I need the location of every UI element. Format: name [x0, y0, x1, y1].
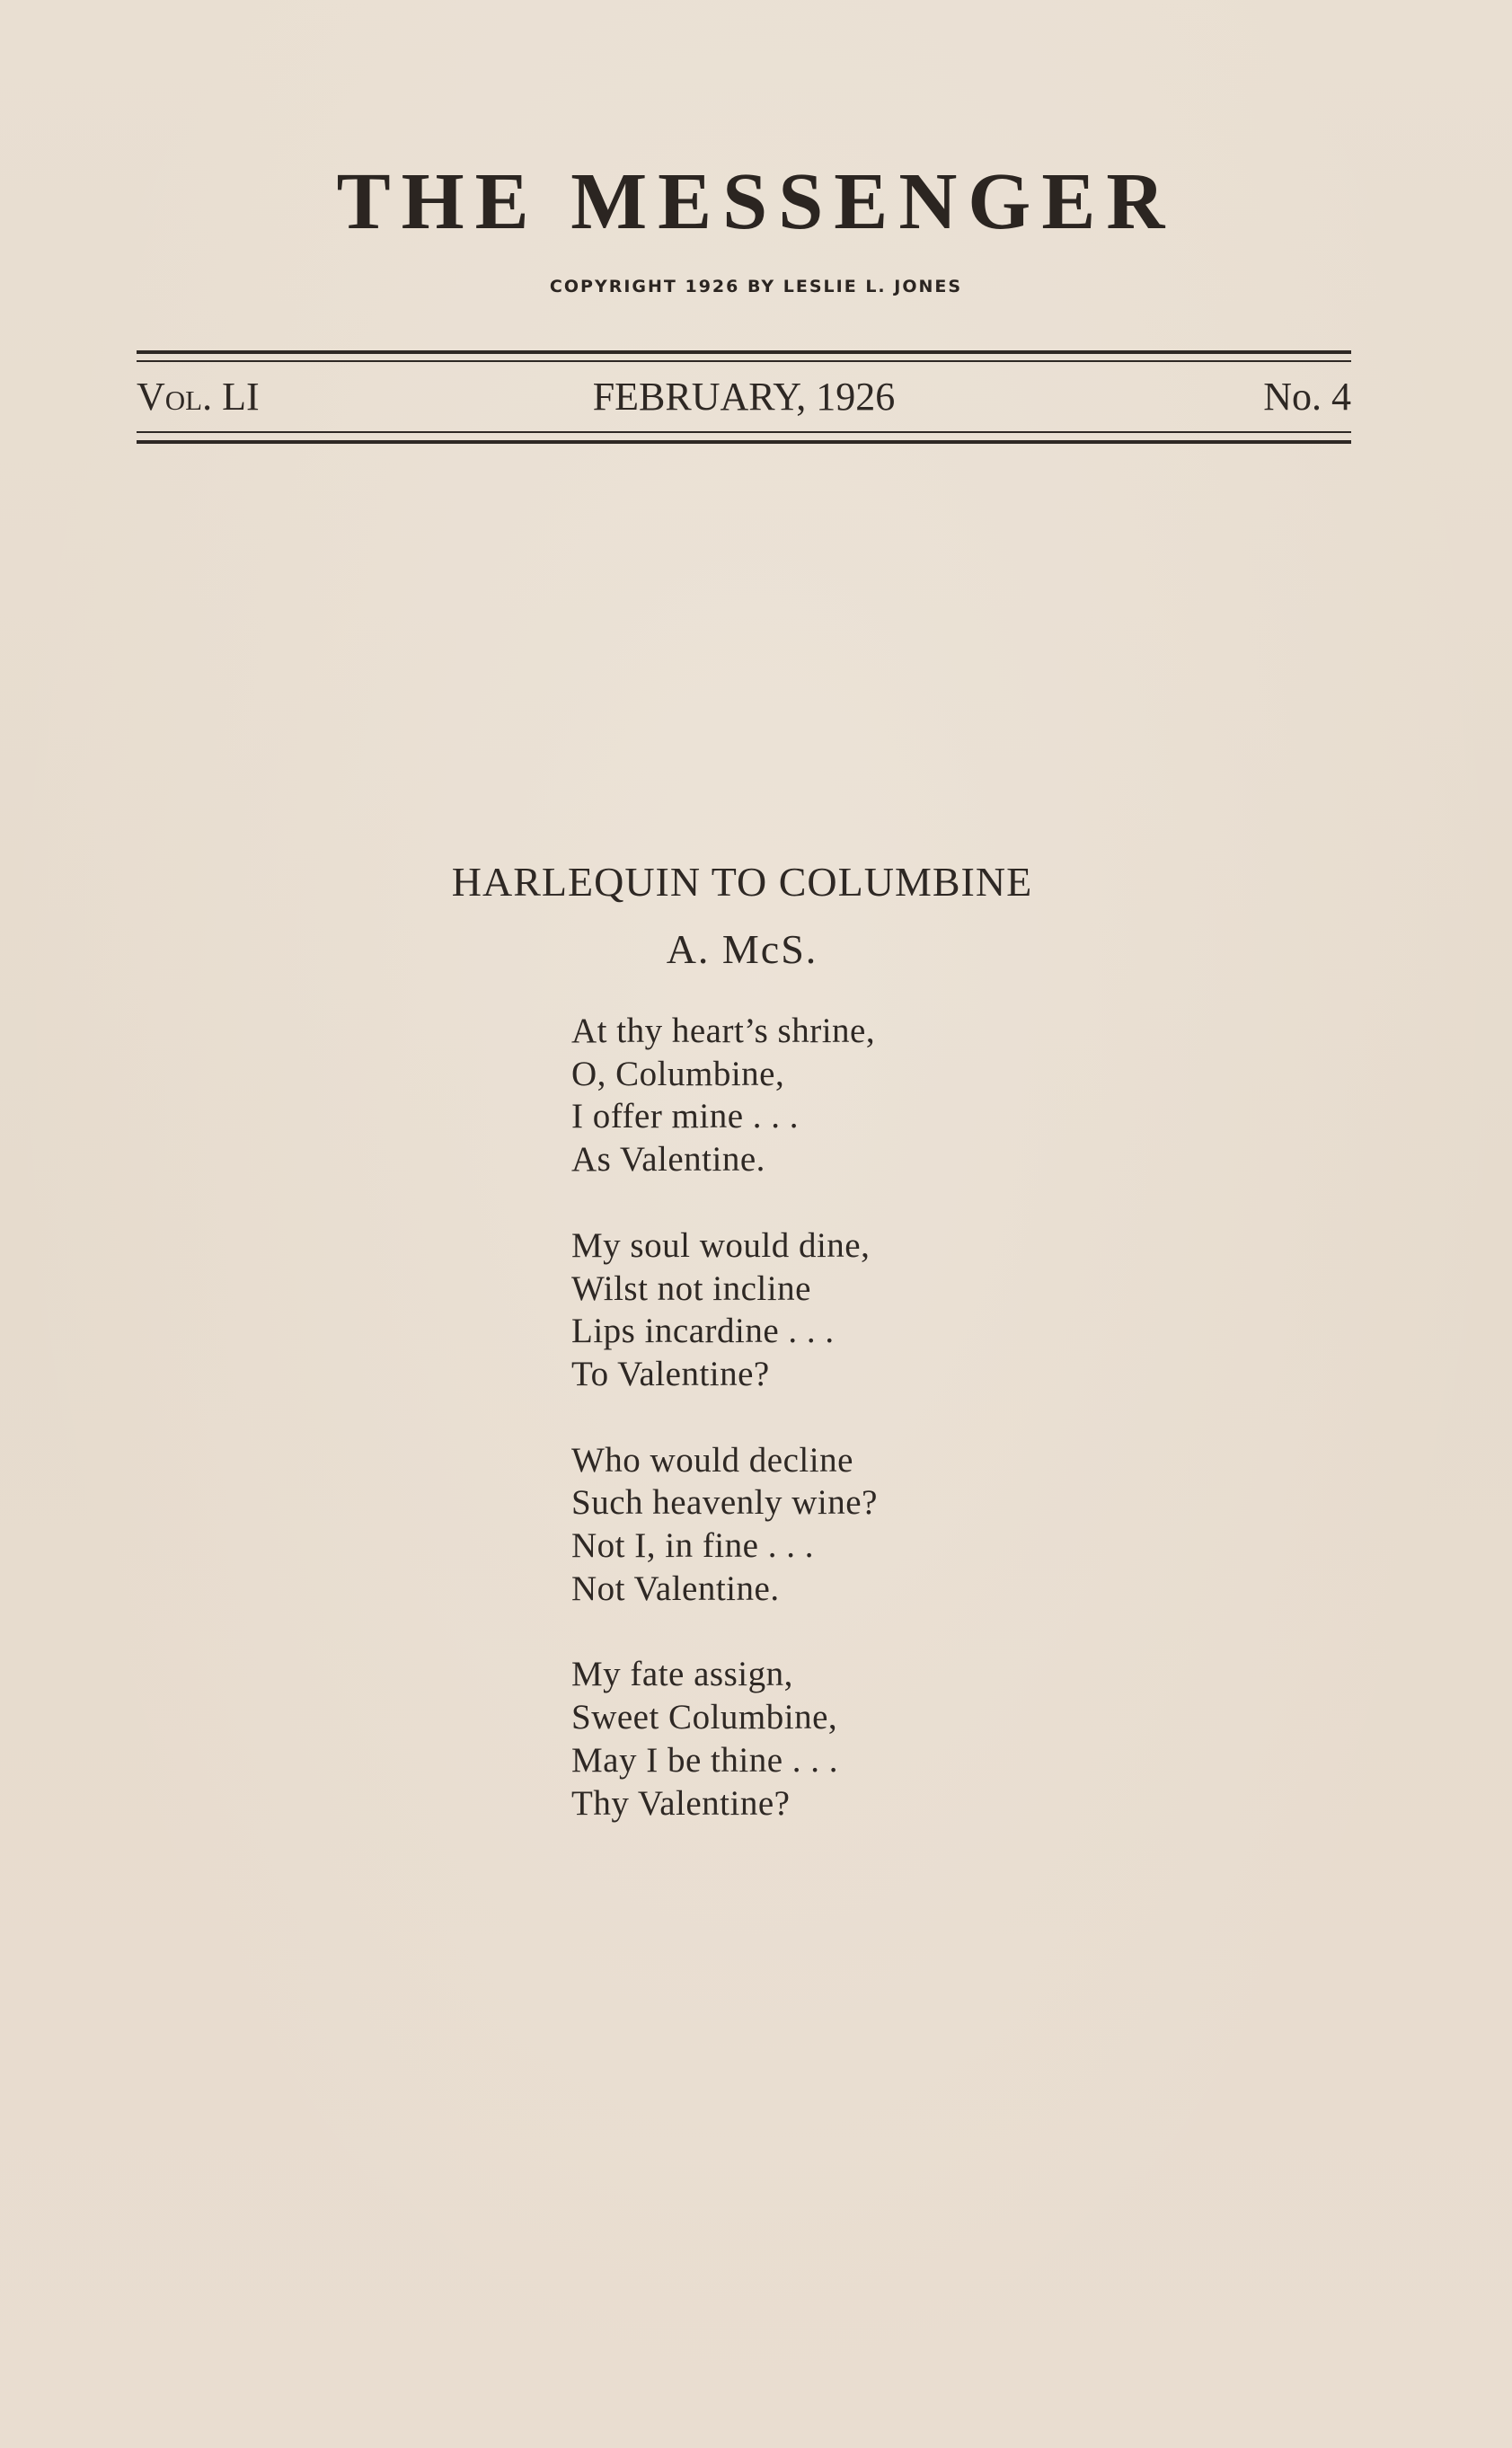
- bottom-thick-rule: [137, 440, 1351, 444]
- poem-line: I offer mine . . .: [571, 1097, 800, 1136]
- issue-info-bar: [137, 372, 1351, 422]
- poem-line: Not I, in fine . . .: [571, 1526, 814, 1566]
- poem-line: O, Columbine,: [571, 1054, 785, 1093]
- poem-line: My fate assign,: [571, 1655, 793, 1694]
- poem-line: Sweet Columbine,: [571, 1698, 838, 1737]
- poem-line: Lips incardine . . .: [571, 1312, 835, 1351]
- poem-line: Such heavenly wine?: [571, 1483, 878, 1523]
- stanza: [571, 1439, 878, 1611]
- stanza: [571, 1010, 878, 1181]
- poem-line: Thy Valentine?: [571, 1783, 791, 1823]
- poem-line: Who would decline: [571, 1440, 853, 1480]
- issue-number: No. 4: [1263, 375, 1351, 419]
- poem-title: HARLEQUIN TO COLUMBINE: [451, 859, 1033, 905]
- top-thin-rule: [137, 360, 1351, 362]
- bottom-thin-rule: [137, 431, 1351, 433]
- poem-line: Not Valentine.: [571, 1569, 780, 1608]
- masthead-title: THE MESSENGER: [336, 157, 1176, 246]
- poem-line: Wilst not incline: [571, 1268, 811, 1308]
- poem-body: [571, 1010, 878, 1868]
- stanza: [571, 1653, 878, 1825]
- poem-line: At thy heart’s shrine,: [571, 1012, 876, 1050]
- poem-line: To Valentine?: [571, 1354, 770, 1393]
- issue-date: FEBRUARY, 1926: [592, 375, 896, 419]
- copyright-notice: COPYRIGHT 1926 BY LESLIE L. JONES: [549, 277, 963, 296]
- issue-volume: Vol. LI: [137, 375, 260, 419]
- poem-author: A. McS.: [666, 926, 818, 972]
- stanza: [571, 1224, 878, 1396]
- poem-line: May I be thine . . .: [571, 1740, 839, 1780]
- poem-line: My soul would dine,: [571, 1225, 871, 1265]
- poem-line: As Valentine.: [571, 1140, 765, 1180]
- top-thick-rule: [137, 350, 1351, 354]
